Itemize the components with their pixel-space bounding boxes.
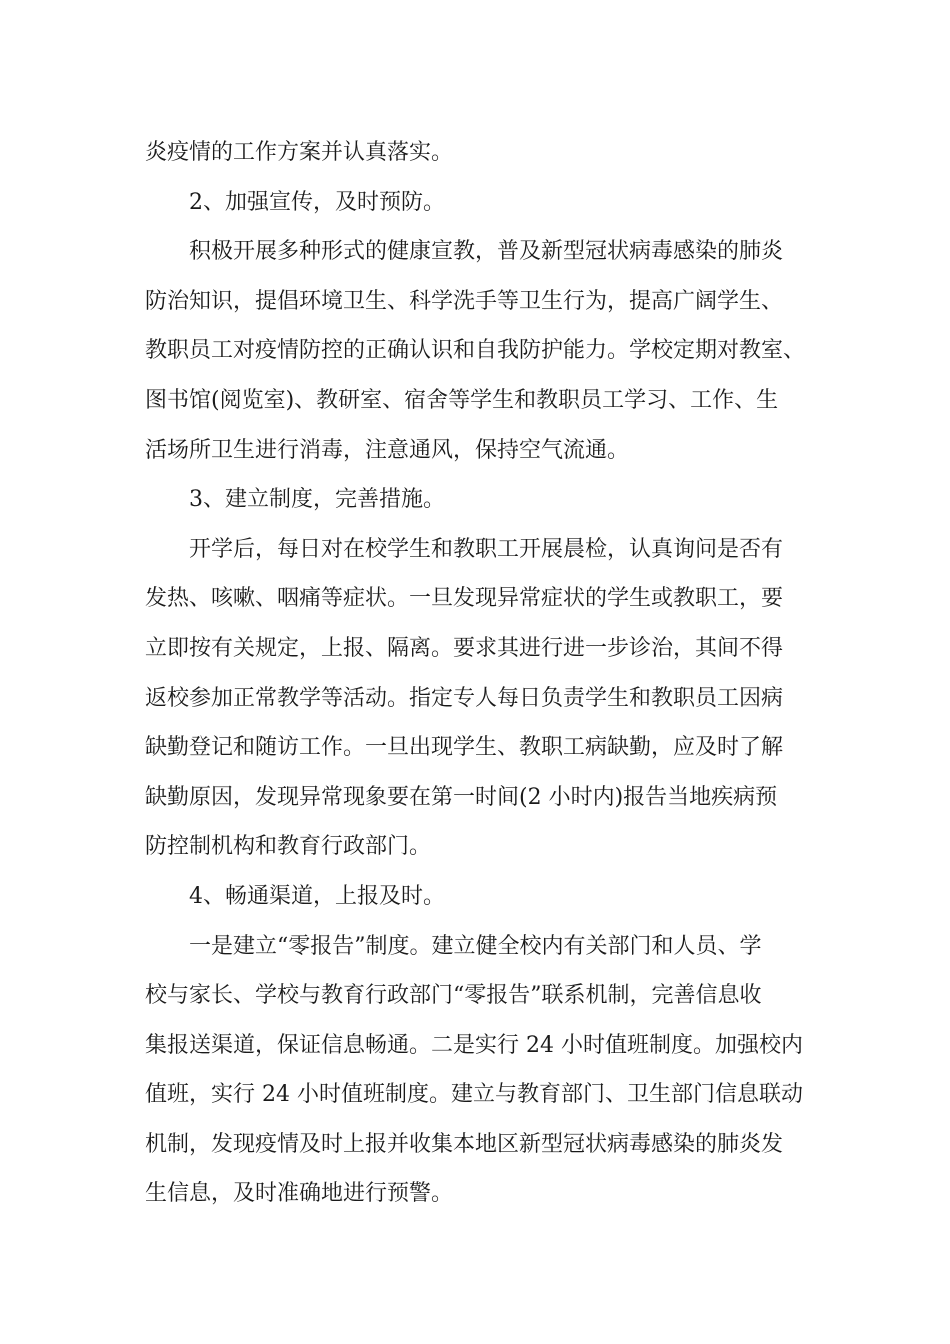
text-line: 炎疫情的工作方案并认真落实。 xyxy=(145,140,454,165)
text-line: 机制，发现疫情及时上报并收集本地区新型冠状病毒感染的肺炎发 xyxy=(145,1131,784,1157)
text-line: 生信息，及时准确地进行预警。 xyxy=(145,1181,454,1207)
section-heading: 4、畅通渠道，上报及时。 xyxy=(189,883,445,909)
text-line: 图书馆(阅览室)、教研室、宿舍等学生和教职员工学习、工作、生 xyxy=(145,387,779,413)
text-line: 值班，实行 24 小时值班制度。建立与教育部门、卫生部门信息联动 xyxy=(145,1082,803,1108)
text-line: 发热、咳嗽、咽痛等症状。一旦发现异常症状的学生或教职工，要 xyxy=(145,586,784,612)
document-body xyxy=(145,128,815,1219)
text-line: 防治知识，提倡环境卫生、科学洗手等卫生行为，提高广阔学生、 xyxy=(145,288,784,314)
text-line: 一是建立“零报告”制度。建立健全校内有关部门和人员、学 xyxy=(189,933,762,959)
text-line: 返校参加正常教学等活动。指定专人每日负责学生和教职员工因病 xyxy=(145,685,784,711)
section-heading: 3、建立制度，完善措施。 xyxy=(189,487,445,513)
section-heading: 2、加强宣传，及时预防。 xyxy=(189,189,445,215)
text-line: 积极开展多种形式的健康宣教，普及新型冠状病毒感染的肺炎 xyxy=(189,239,784,265)
text-line: 防控制机构和教育行政部门。 xyxy=(145,834,432,860)
text-line: 开学后，每日对在校学生和教职工开展晨检，认真询问是否有 xyxy=(189,536,784,562)
text-line: 教职员工对疫情防控的正确认识和自我防护能力。学校定期对教室、 xyxy=(145,338,806,364)
text-line: 缺勤登记和随访工作。一旦出现学生、教职工病缺勤，应及时了解 xyxy=(145,735,784,761)
text-line: 缺勤原因，发现异常现象要在第一时间(2 小时内)报告当地疾病预 xyxy=(145,784,778,810)
text-line: 活场所卫生进行消毒，注意通风，保持空气流通。 xyxy=(145,437,630,463)
text-line: 校与家长、学校与教育行政部门“零报告”联系机制，完善信息收 xyxy=(145,983,762,1009)
text-line: 集报送渠道，保证信息畅通。二是实行 24 小时值班制度。加强校内 xyxy=(145,1032,803,1058)
text-line: 立即按有关规定，上报、隔离。要求其进行进一步诊治，其间不得 xyxy=(145,635,784,661)
